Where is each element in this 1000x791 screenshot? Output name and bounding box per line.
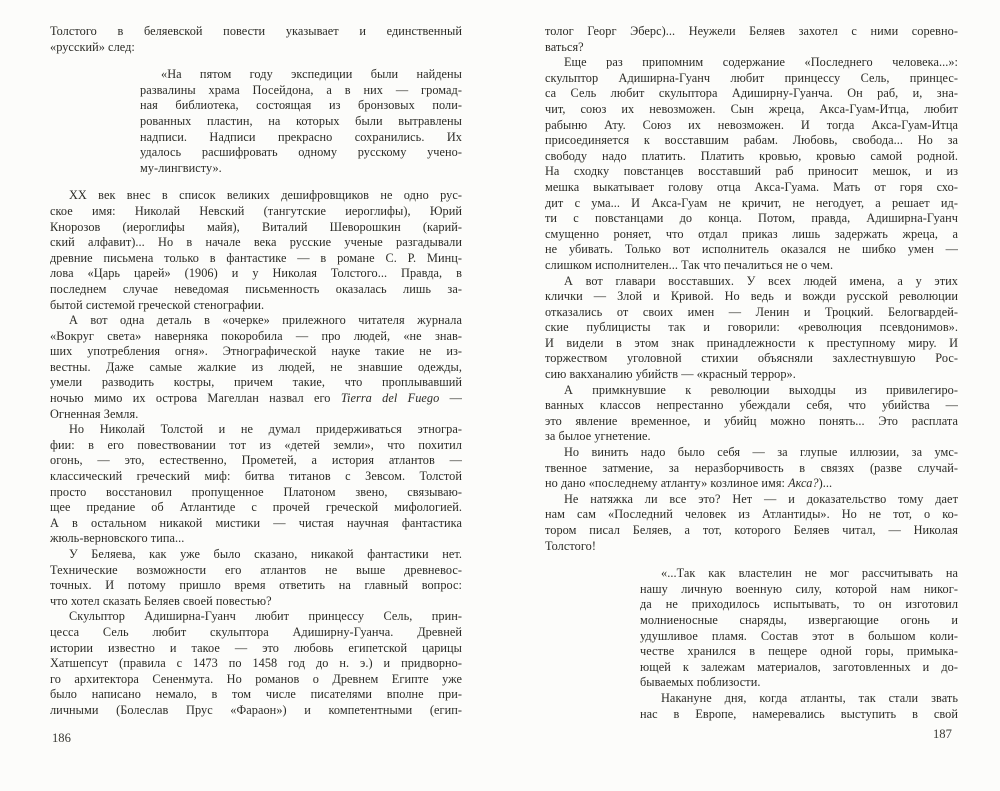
text-line: Огненная Земля. xyxy=(50,406,139,421)
text-line: нам сам «Последний человек из Атлантиды». Но не тот, о ко- xyxy=(545,507,958,522)
text-line: сию вакханалию убийств — «красный террор». xyxy=(545,367,796,382)
page-right xyxy=(545,24,958,734)
text-line: огонь, — это, естественно, Прометей, а история атлантов — xyxy=(50,453,462,468)
text-line: свободу надо платить. Платить кровью, кровью самой родной. xyxy=(545,148,958,163)
text-line: Но винить надо было себя — за глупые иллюзии, за умс- xyxy=(564,445,958,460)
text-line: бываемых поблизости. xyxy=(640,675,761,690)
text-line: древние письмена только в фантастике — в романе С. Р. Минц- xyxy=(50,250,462,265)
text-line: У Беляева, как уже было сказано, никакой фантастики нет. xyxy=(69,547,462,561)
text-line: было написано немало, в том числе писателями вполне при- xyxy=(50,687,462,702)
text-line: «...Так как властелин не мог рассчитывать на xyxy=(661,566,958,581)
text-line: Скульптор Адиширна-Гуанч любит принцессу Сель, прин- xyxy=(69,609,462,624)
text-line: ющей к залежам материалов, заготовленных и до- xyxy=(640,659,958,674)
text-line: Накануне дня, когда атланты, так стали звать xyxy=(661,690,958,705)
text-line: честве хранился в пещере одной горы, примыка- xyxy=(640,644,958,659)
text-line: точных. И потому пришло время ответить на главный вопрос: xyxy=(50,578,462,593)
text-line: ское имя: Николай Невский (тангутские иероглифы), Юрий xyxy=(50,203,462,218)
text-line: слишком исполнителен... Так что печалиться не о чем. xyxy=(545,257,834,272)
text-line: бытой системой греческой стенографии. xyxy=(50,297,265,312)
text-line: Не натяжка ли все это? Нет — и доказательство тому дает xyxy=(564,491,958,506)
text-line: отказались от своих имен — Ленин и Троцкий. Белогвардей- xyxy=(545,304,958,319)
page-number-right: 187 xyxy=(933,727,952,741)
text-line: развалины храма Посейдона, а в них — громад- xyxy=(140,82,462,97)
text-line: последнем случае неведомая письменность оказалась лишь за- xyxy=(50,281,462,296)
text-line: просто восстановил пропущенное Платоном звено, связываю- xyxy=(50,484,462,499)
italic-text: Акса? xyxy=(788,476,819,491)
paragraph xyxy=(545,24,958,55)
text-line: нас в Европе, намеревались выступить в свой xyxy=(640,706,958,721)
text-line: удушливое пламя. Состав этот в большом коли- xyxy=(640,628,958,643)
plain-text: )... xyxy=(818,476,833,491)
paragraph xyxy=(50,24,462,55)
text-line: классический греческий миф: битва титанов с Зевсом. Толстой xyxy=(50,469,462,484)
text-line: жюль-верновского типа... xyxy=(50,531,185,546)
text-line: ваться? xyxy=(545,39,584,54)
text-line: А вот одна деталь в «очерке» прилежного читателя журнала xyxy=(69,313,462,328)
text-line: ная библиотека, состоящая из бронзовых поли- xyxy=(140,98,462,113)
text-line: ти с повстанцами до конца. Потом, правда, Адиширна-Гуанч xyxy=(545,211,958,226)
text-line: А в остальном никакой мистики — чистая научная фантастика xyxy=(50,515,462,530)
text-line: «Вокруг света» наверняка покоробила — про людей, «не знав- xyxy=(50,328,462,343)
text-line: истории известно и такое — это любовь египетской царицы xyxy=(50,640,462,655)
text-line: смущенно роняет, что отдал приказ лишь задержать жреца, а xyxy=(545,226,958,241)
text-line xyxy=(545,476,958,492)
text-line: твенное затмение, за неразборчивость в связях (разве случай- xyxy=(545,460,958,475)
plain-text: ночью мимо их острова Магеллан назвал его xyxy=(50,391,341,406)
text-line: личными (Болеслав Прус «Фараон») и компетентными (егип- xyxy=(50,702,462,717)
plain-text: — xyxy=(439,391,462,406)
paragraph xyxy=(50,422,462,547)
text-line: это явление временное, и убийц можно понять... Это расплата xyxy=(545,413,958,428)
text-line: рованных пластин, на которых были вытравлены xyxy=(140,113,462,128)
text-line: Толстого в беляевской повести указывает и единственный xyxy=(50,24,462,38)
text-line: мешка выкатывает голову отца Акса-Гуама. Мать от горя схо- xyxy=(545,179,958,194)
text-line: фии: в его повествовании тот из «детей земли», что похитил xyxy=(50,437,462,452)
text-line: ших употребления огня». Этнографической науке такие не из- xyxy=(50,344,462,359)
text-line: молниеносные снаряды, извергающие огонь и xyxy=(640,612,958,627)
text-line: толог Георг Эберс)... Неужели Беляев захотел с ними соревно- xyxy=(545,24,958,38)
text-line: за былое угнетение. xyxy=(545,429,651,444)
text-line: чит, союз их невозможен. Сын жреца, Акса-Гуам-Итца, любит xyxy=(545,101,958,116)
text-line: вестны. Даже самые жалкие из людей, не знавшие одежды, xyxy=(50,359,462,374)
text-line: «русский» след: xyxy=(50,39,135,54)
text-line: А вот главари восставших. У всех людей имена, а у этих xyxy=(564,273,958,288)
text-line: Кнорозов (иероглифы майя), Виталий Шеворошкин (карий- xyxy=(50,219,462,234)
text-line: ванных классов непрестанно убеждали себя, что убийства — xyxy=(545,398,958,413)
paragraph xyxy=(545,274,958,383)
text-line: умели разводить костры, причем такие, что проплывавший xyxy=(50,375,462,390)
text-line: Хатшепсут (правила с 1473 по 1458 год до н. э.) и придворно- xyxy=(50,656,462,671)
text-line: надписи. Надписи прекрасно сохранились. Их xyxy=(140,129,462,144)
text-line: скульптор Адиширна-Гуанч любит принцессу Сель, принцес- xyxy=(545,70,958,85)
text-line: На сходку повстанцев восставший раб приносит мешок, и из xyxy=(545,164,958,179)
text-line: не убивать. Только вот исполнитель оказался не шибко умен — xyxy=(545,242,958,257)
paragraph xyxy=(50,547,462,609)
text-line: клички — Злой и Кривой. Но ведь и вожди русской революции xyxy=(545,289,958,304)
page-left xyxy=(50,24,462,719)
text-line: рабыню Ату. Союз их невозможен. И тогда Акса-Гуам-Итца xyxy=(545,117,958,132)
text-line: Технические возможности его атлантов не выше древневос- xyxy=(50,562,462,577)
quote-block xyxy=(140,67,462,176)
paragraph xyxy=(545,445,958,492)
text-line: цесса Сель любит скульптора Адиширну-Гуанча. Древней xyxy=(50,624,462,639)
paragraph xyxy=(50,313,462,422)
text-line: нашу личную военную силу, которой нам никог- xyxy=(640,581,958,596)
text-line: удалось расшифровать одному русскому учено- xyxy=(140,145,462,160)
plain-text: но дано «последнему атланту» козлиное имя: xyxy=(545,476,789,491)
text-line: го архитектора Сененмута. Но романов о Древнем Египте уже xyxy=(50,671,462,686)
paragraph xyxy=(545,492,958,554)
text-line: лова «Царь царей» (1906) и у Николая Толстого... Правда, в xyxy=(50,266,462,281)
text-line: торжеством уголовной стихии объясняли захлестнувшую Рос- xyxy=(545,351,958,366)
text-line: тором писал Беляев, а тот, которого Беляев читал, — Николая xyxy=(545,523,958,537)
text-line: щее предание об Атлантиде с прочей греческой мифологией. xyxy=(50,500,462,515)
text-line: что хотел сказать Беляев своей повестью? xyxy=(50,593,272,608)
quote-block xyxy=(640,691,958,722)
text-line: ские публицисты так и говорили: «революция псевдонимов». xyxy=(545,320,958,335)
italic-text: Tierra del Fuego xyxy=(340,391,440,406)
page-number-left: 186 xyxy=(52,731,71,745)
text-line: му-лингвисту». xyxy=(140,160,222,175)
text-line: А примкнувшие к революции выходцы из привилегиро- xyxy=(564,382,958,397)
text-line: Еще раз припомним содержание «Последнего человека...»: xyxy=(564,55,958,70)
paragraph xyxy=(50,188,462,313)
paragraph xyxy=(545,383,958,445)
text-line: Толстого! xyxy=(545,538,596,553)
text-line: дит с ума... И Акса-Гуам не кричит, не негодует, а решает ид- xyxy=(545,195,958,210)
text-line: да не приходилось испытывать, то он изготовил xyxy=(640,597,958,612)
quote-block xyxy=(640,566,958,691)
text-line: И видели в этом знак принадлежности к преступному миру. И xyxy=(545,335,958,350)
text-line: Но Николай Толстой и не думал придерживаться этногра- xyxy=(69,422,462,437)
text-line: ский алфавит)... Но в начале века русские ученые разгадывали xyxy=(50,235,462,250)
text-line: са Сель любит скульптора Адиширну-Гуанча. Он раб, и, зна- xyxy=(545,86,958,101)
paragraph xyxy=(50,609,462,718)
text-line: присоединяется к восставшим рабам. Любовь, свобода... Но за xyxy=(545,133,958,148)
text-line: «На пятом году экспедиции были найдены xyxy=(161,67,462,82)
text-line: XX век внес в список великих дешифровщиков не одно рус- xyxy=(69,188,462,203)
text-line xyxy=(50,391,462,407)
paragraph xyxy=(545,55,958,273)
